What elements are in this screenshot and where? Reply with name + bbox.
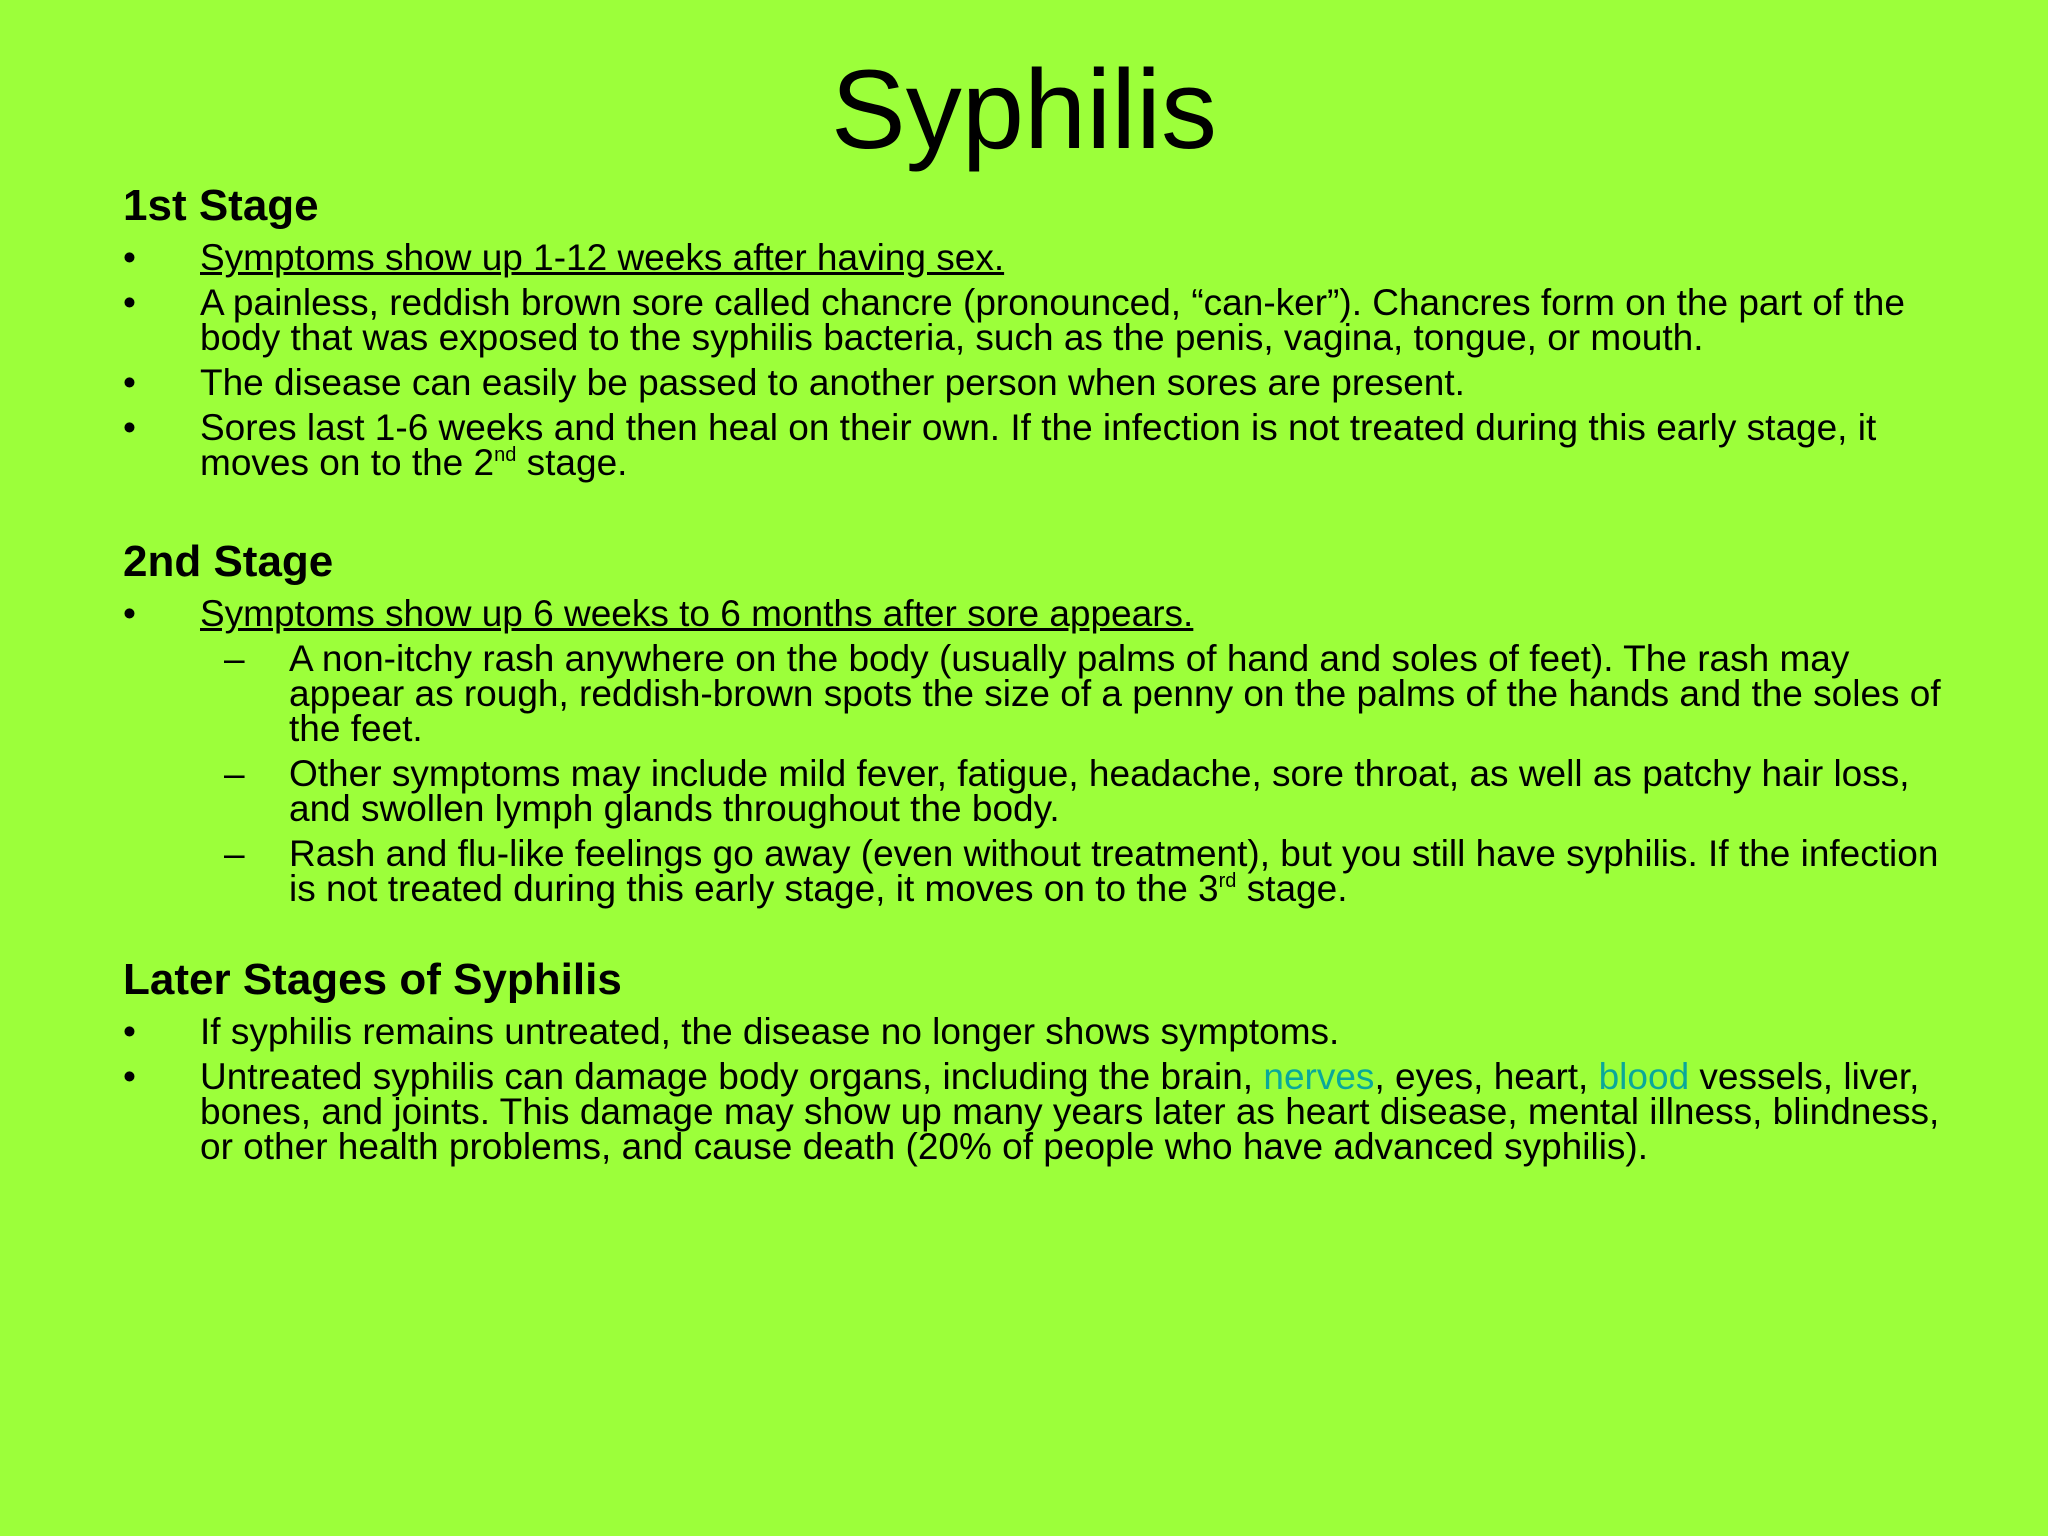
bullet-glyph: • <box>123 407 136 448</box>
slide-title: Syphilis <box>831 47 1217 172</box>
ordinal-suffix: nd <box>494 444 517 466</box>
list-item <box>123 1011 1943 1052</box>
section-heading: 1st Stage <box>123 181 319 230</box>
dash-glyph: – <box>224 833 245 874</box>
bullet-text: If syphilis remains untreated, the disease no longer shows symptoms. <box>200 1011 1340 1052</box>
bullet-text: Symptoms show up 6 weeks to 6 months after sore appears. <box>200 593 1194 634</box>
list-item <box>123 362 1943 403</box>
bullet-text-mid: , eyes, heart, <box>1374 1056 1599 1097</box>
dash-glyph: – <box>224 753 245 794</box>
bullet-glyph: • <box>123 1011 136 1052</box>
sub-list-item <box>123 638 1943 749</box>
slide-content <box>123 181 1943 1167</box>
bullet-text: Untreated syphilis can damage body organs, including the brain, <box>200 1056 1264 1097</box>
section-heading: Later Stages of Syphilis <box>123 955 622 1004</box>
sub-bullet-text-end: stage. <box>1236 868 1348 909</box>
bullet-glyph: • <box>123 593 136 634</box>
sub-list-item <box>123 753 1943 829</box>
sub-bullet-text: A non-itchy rash anywhere on the body (usually palms of hand and soles of feet). The rash may appear as rough, reddish-brown spots the size of a penny on the palms of the hands and the soles of the feet. <box>289 638 1941 749</box>
section-first-stage <box>123 181 1943 483</box>
nerves-link[interactable]: nerves <box>1263 1056 1375 1097</box>
section-later-stages <box>123 955 1943 1167</box>
bullet-glyph: • <box>123 1056 136 1097</box>
sub-list-item <box>123 833 1943 909</box>
bullet-text: The disease can easily be passed to another person when sores are present. <box>200 362 1465 403</box>
bullet-text-end: vessels, liver, bones, and joints. This damage may show up many years later as heart disease, mental illness, blindness, or other health problems, and cause death (20% of people who have advanced syphilis). <box>200 1056 1940 1167</box>
blood-link[interactable]: blood <box>1598 1056 1690 1097</box>
bullet-text-end: stage. <box>516 442 628 483</box>
bullet-glyph: • <box>123 282 136 323</box>
list-item <box>123 282 1943 358</box>
spacer <box>123 906 1943 956</box>
list-item <box>123 407 1943 483</box>
bullet-text: A painless, reddish brown sore called chancre (pronounced, “can-ker”). Chancres form on the part of the body that was exposed to the syphilis bacteria, such as the penis, vagina, tongue, or mouth. <box>200 282 1905 358</box>
sub-bullet-text: Other symptoms may include mild fever, fatigue, headache, sore throat, as well as patchy hair loss, and swollen lymph glands throughout the body. <box>289 753 1910 829</box>
bullet-text: Sores last 1-6 weeks and then heal on their own. If the infection is not treated during this early stage, it moves on to the 2 <box>200 407 1877 483</box>
dash-glyph: – <box>224 638 245 679</box>
bullet-glyph: • <box>123 362 136 403</box>
list-item <box>123 237 1943 278</box>
list-item <box>123 1056 1943 1167</box>
section-second-stage <box>123 537 1943 909</box>
spacer <box>123 480 1943 538</box>
section-heading: 2nd Stage <box>123 537 334 586</box>
ordinal-suffix: rd <box>1218 870 1237 892</box>
bullet-glyph: • <box>123 237 136 278</box>
list-item <box>123 593 1943 634</box>
bullet-text: Symptoms show up 1-12 weeks after having sex. <box>200 237 1005 278</box>
sub-bullet-text: Rash and flu-like feelings go away (even without treatment), but you still have syphilis. If the infection is not treated during this early stage, it moves on to the 3 <box>289 833 1939 909</box>
